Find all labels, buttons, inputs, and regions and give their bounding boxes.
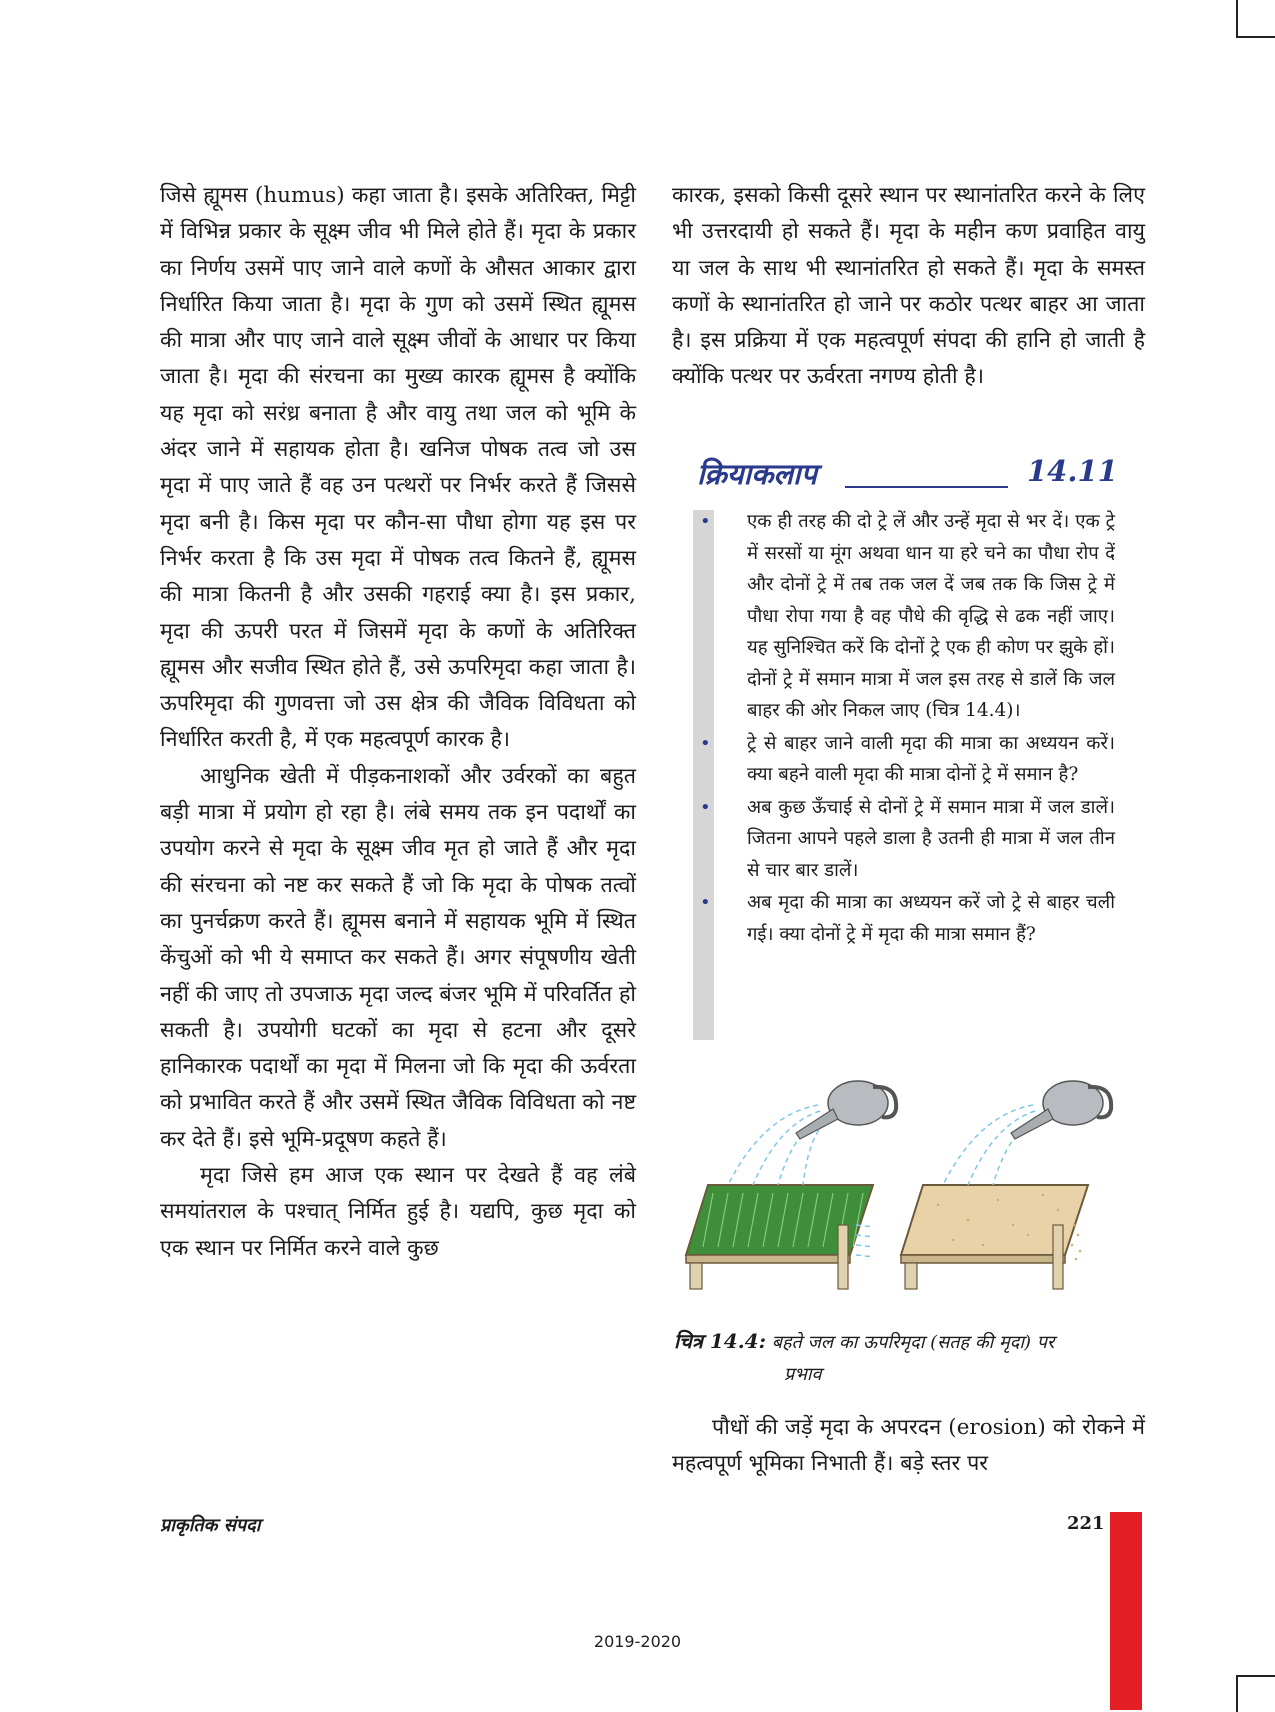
activity-item (700, 792, 1115, 887)
activity-item (700, 506, 1115, 727)
activity-item-text: अब कुछ ऊँचाई से दोनों ट्रे में समान मात्रा में जल डालें। जितना आपने पहले डाला है उतनी ही मात्रा में जल तीन से चार बार डालें। (747, 796, 1115, 881)
footer-chapter-title: प्राकृतिक संपदा (160, 1515, 261, 1536)
paragraph-roots-erosion: पौधों की जड़ें मृदा के अपरदन (erosion) को रोकने में महत्वपूर्ण भूमिका निभाती हैं। बड़े स्तर पर (672, 1415, 1145, 1477)
figure-trays-illustration (668, 1075, 1128, 1290)
figure-caption-text-continued: प्रभाव (784, 1364, 822, 1385)
activity-item-text: ट्रे से बाहर जाने वाली मृदा की मात्रा का अध्ययन करें। क्या बहने वाली मृदा की मात्रा दोनों ट्रे में समान है? (747, 732, 1115, 785)
watering-can-icon (1011, 1081, 1111, 1139)
activity-heading (697, 452, 1118, 498)
paragraph-soil-formation: मृदा जिसे हम आज एक स्थान पर देखते हैं वह लंबे समयांतराल के पश्चात् निर्मित हुई है। यद्यपि, कुछ मृदा को एक स्थान पर निर्मित करने वाले कुछ (160, 1163, 636, 1261)
crop-mark-bottom-right (1236, 1675, 1275, 1712)
bullet-icon: • (700, 796, 711, 818)
activity-item-text: एक ही तरह की दो ट्रे लें और उन्हें मृदा से भर दें। एक ट्रे में सरसों या मूंग अथवा धान या हरे चने का पौधा रोप दें और दोनों ट्रे में तब तक जल दें जब तक कि जिस ट्रे में पौधा रोपा गया है वह पौधे की वृद्धि से ढक नहीं जाए। यह सुनिश्चित करें कि दोनों ट्रे एक ही कोण पर झुके हों। दोनों ट्रे में समान मात्रा में जल इस तरह से डालें कि जल बाहर की ओर निकल जाए (चित्र 14.4)। (747, 511, 1115, 721)
activity-label: क्रियाकलाप (697, 457, 818, 491)
activity-rule (845, 486, 1008, 488)
activity-item (700, 887, 1115, 950)
page-number: 221 (1067, 1513, 1105, 1534)
activity-list (700, 506, 1115, 951)
bullet-icon: • (700, 511, 711, 532)
figure-caption-label: चित्र 14.4: (674, 1329, 766, 1353)
paragraph-humus: जिसे ह्यूमस (humus) कहा जाता है। इसके अतिरिक्त, मिट्टी में विभिन्न प्रकार के सूक्ष्म जीव भी मिले होते हैं। मृदा के प्रकार का निर्णय उसमें पाए जाने वाले कणों के औसत आकार द्वारा निर्धारित किया जाता है। मृदा के गुण को उसमें स्थित ह्यूमस की मात्रा और पाए जाने वाले सूक्ष्म जीवों के आधार पर किया जाता है। मृदा की संरचना का मुख्य कारक ह्यूमस है क्योंकि यह मृदा को सरंध्र बनाता है और वायु तथा जल को भूमि के अंदर जाने में सहायक होता है। खनिज पोषक तत्व जो उस मृदा में पाए जाते हैं वह उन पत्थरों पर निर्भर करते हैं जिससे मृदा बनी है। किस मृदा पर कौन-सा पौधा होगा यह इस पर निर्भर करता है कि उस मृदा में पोषक तत्व कितने हैं, ह्यूमस की मात्रा कितनी है और उसकी गहराई क्या है। इस प्रकार, मृदा की ऊपरी परत में जिसमें मृदा के कणों के अतिरिक्त ह्यूमस और सजीव स्थित होते हैं, उसे ऊपरिमृदा कहा जाता है। ऊपरिमृदा की गुणवत्ता जो उस क्षेत्र की जैविक विविधता को निर्धारित करती है, में एक महत्वपूर्ण कारक है। (160, 183, 636, 753)
right-column-top (672, 178, 1145, 396)
left-column (160, 178, 636, 1267)
bullet-icon: • (700, 732, 711, 754)
paragraph-modern-farming: आधुनिक खेती में पीड़कनाशकों और उर्वरकों का बहुत बड़ी मात्रा में प्रयोग हो रहा है। लंबे समय तक इन पदार्थों का उपयोग करने से मृदा के सूक्ष्म जीव मृत हो जाते हैं और मृदा की संरचना को नष्ट कर सकते हैं जो कि मृदा के पोषक तत्वों का पुनर्चक्रण करते हैं। ह्यूमस बनाने में सहायक भूमि में स्थित केंचुओं को भी ये समाप्त कर सकते हैं। अगर संपूषणीय खेती नहीं की जाए तो उपजाऊ मृदा जल्द बंजर भूमि में परिवर्तित हो सकती है। उपयोगी घटकों का मृदा से हटना और दूसरे हानिकारक पदार्थों का मृदा में मिलना जो कि मृदा की ऊर्वरता को प्रभावित करते हैं और उसमें स्थित जैविक विविधता को नष्ट कर देते हैं। इसे भूमि-प्रदूषण कहते हैं। (160, 763, 636, 1152)
page-edge-tab (1110, 1512, 1142, 1710)
right-column-bottom (672, 1410, 1145, 1483)
crop-mark-top-right (1236, 0, 1275, 38)
year-stamp: 2019-2020 (593, 1632, 682, 1651)
bullet-icon: • (700, 892, 711, 913)
figure-caption-text: बहते जल का ऊपरिमृदा (सतह की मृदा) पर (771, 1332, 1055, 1353)
watering-can-icon (796, 1081, 896, 1139)
paragraph-soil-transport: कारक, इसको किसी दूसरे स्थान पर स्थानांतरित करने के लिए भी उत्तरदायी हो सकते हैं। मृदा के महीन कण प्रवाहित वायु या जल के साथ भी स्थानांतरित हो सकते हैं। मृदा के समस्त कणों के स्थानांतरित हो जाने पर कठोर पत्थर बाहर आ जाता है। इस प्रक्रिया में एक महत्वपूर्ण संपदा की हानि हो जाती है क्योंकि पत्थर पर ऊर्वरता नगण्य होती है। (672, 183, 1145, 390)
activity-item (700, 728, 1115, 791)
activity-side-bar (693, 510, 714, 1040)
figure-caption (674, 1325, 1144, 1391)
activity-number: 14.11 (1027, 454, 1118, 488)
tray-bare-soil (901, 1081, 1111, 1289)
activity-item-text: अब मृदा की मात्रा का अध्ययन करें जो ट्रे से बाहर चली गई। क्या दोनों ट्रे में मृदा की मात्रा समान हैं? (747, 892, 1115, 945)
tray-with-plants (686, 1081, 896, 1289)
